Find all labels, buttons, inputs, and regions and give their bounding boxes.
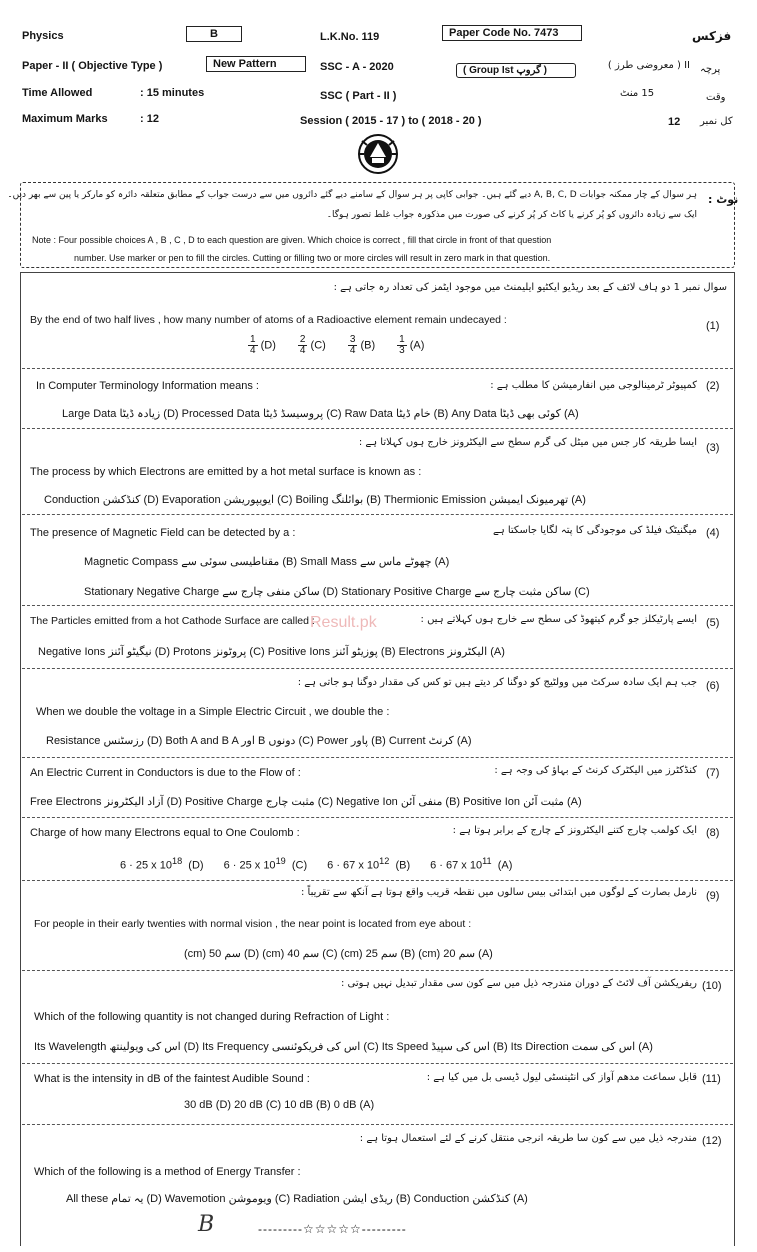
watermark: Result.pk xyxy=(310,614,377,631)
q6-urdu: جب ہم ایک سادہ سرکٹ میں وولٹیج کو دوگنا کر دیتے ہیں تو کس کی مقدار دوگنا ہو جاتی ہے : xyxy=(297,677,697,688)
q10-urdu: ریفریکشن آف لائٹ کے دوران مندرجہ ذیل میں سے کون سی مقدار تبدیل نہیں ہوتی : xyxy=(341,978,697,989)
note-urdu-line2: ایک سے زیادہ دائروں کو پُر کرنے یا کاٹ کر پُر کرنے کی صورت میں مذکورہ جواب غلط تصور ہوگا۔ xyxy=(326,210,697,220)
note-urdu-label: نوٹ : xyxy=(708,193,739,206)
q4-urdu: میگنیٹک فیلڈ کی موجودگی کا پتہ لگایا جاسکتا ہے xyxy=(492,525,697,536)
q9-urdu: نارمل بصارت کے لوگوں میں ابتدائی بیس سالوں میں نقطہ قریب واقع ہوتا ہے آنکھ سے تقریباً : xyxy=(300,887,697,898)
marks-urdu-value: 12 xyxy=(668,116,681,128)
q9-english: For people in their early twenties with normal vision , the near point is located from eye about : xyxy=(34,918,472,930)
q3-options[interactable]: Conduction کنڈکشن (D) Evaporation ایویپوریشن (C) Boiling بوائلنگ (B) Thermionic Emission تھرمیونک ایمیشن (A) xyxy=(44,494,586,506)
separator xyxy=(22,368,733,369)
paper-urdu-label: پرچہ xyxy=(700,64,721,75)
separator xyxy=(22,1124,733,1125)
q8-option-a[interactable]: 6 · 67 x $10^{11}$ (A) xyxy=(430,856,513,872)
q1-number: (1) xyxy=(706,320,720,332)
q7-english: An Electric Current in Conductors is due to the Flow of : xyxy=(30,767,301,779)
q2-english: In Computer Terminology Information means : xyxy=(36,380,259,392)
q1-option-d[interactable]: $\frac{1}{4}$ (D) xyxy=(250,334,276,356)
time-label: Time Allowed xyxy=(22,87,93,99)
q4-options-row2[interactable]: Stationary Negative Charge ساکن منفی چارج سے (D) Stationary Positive Charge ساکن مثبت چارج سے (C) xyxy=(84,586,590,598)
q3-english: The process by which Electrons are emitted by a hot metal surface is known as : xyxy=(30,466,422,478)
separator xyxy=(22,668,733,669)
note-english-line2: number. Use marker or pen to fill the circles. Cutting or filling two or more circles will result in zero mark in that question. xyxy=(74,253,551,263)
q4-english: The presence of Magnetic Field can be detected by a : xyxy=(30,527,296,539)
q7-options[interactable]: Free Electrons آزاد الیکٹرونز (D) Positive Charge مثبت چارج (C) Negative Ion منفی آئن (B) Positive Ion مثبت آئن (A) xyxy=(30,796,582,808)
new-pattern-box: New Pattern xyxy=(206,56,306,72)
q11-english: What is the intensity in dB of the faintest Audible Sound : xyxy=(34,1073,310,1085)
q2-options[interactable]: Large Data زیادہ ڈیٹا (D) Processed Data پروسیسڈ ڈیٹا (C) Raw Data خام ڈیٹا (B) Any Data کوئی بھی ڈیٹا (A) xyxy=(62,408,579,420)
signature-mark: B xyxy=(198,1212,215,1237)
separator xyxy=(22,757,733,758)
q8-options xyxy=(120,856,512,872)
q3-urdu: ایسا طریقہ کار جس میں میٹل کی گرم سطح سے الیکٹرونز خارج ہوں کہلاتا ہے : xyxy=(358,437,697,448)
separator xyxy=(22,605,733,606)
lk-number: L.K.No. 119 xyxy=(320,31,380,43)
paper-urdu: II ( معروضی طرز ) xyxy=(607,60,690,71)
q7-urdu: کنڈکٹرز میں الیکٹرک کرنٹ کے بہاؤ کی وجہ ہے : xyxy=(494,765,697,776)
q8-option-c[interactable]: 6 · 25 x $10^{19}$ (C) xyxy=(223,856,308,872)
marks-label: Maximum Marks xyxy=(22,113,108,125)
subject-urdu: فزکس xyxy=(692,29,732,43)
footer-stars: ---------☆☆☆☆☆--------- xyxy=(258,1222,407,1236)
q2-urdu: کمپیوٹر ٹرمینالوجی میں انفارمیشن کا مطلب ہے : xyxy=(490,380,697,391)
q4-options-row1[interactable]: Magnetic Compass مقناطیسی سوئی سے (B) Small Mass چھوٹے ماس سے (A) xyxy=(84,556,450,568)
q11-number: (11) xyxy=(702,1073,721,1085)
separator xyxy=(22,880,733,881)
subject-label: Physics xyxy=(22,30,64,42)
q12-urdu: مندرجہ ذیل میں سے کون سا طریقہ انرجی منتقل کرنے کے لئے استعمال ہوتا ہے : xyxy=(359,1133,697,1144)
separator xyxy=(22,428,733,429)
session: Session ( 2015 - 17 ) to ( 2018 - 20 ) xyxy=(300,115,482,127)
separator xyxy=(22,1063,733,1064)
paper-type: Paper - II ( Objective Type ) xyxy=(22,60,163,72)
q8-number: (8) xyxy=(706,827,720,839)
time-urdu-label: وقت xyxy=(706,92,726,103)
note-english-line1: Note : Four possible choices A , B , C , D to each question are given. Which choice is correct , fill that circle in front of that question xyxy=(32,235,552,245)
note-urdu-line1: ہر سوال کے چار ممکنہ جوابات A, B, C, D دیے گئے ہیں۔ جوابی کاپی پر ہر سوال کے سامنے دیے گئے دائروں میں سے درست جواب کے مطابق متعلقہ دائرہ کو مارکر یا پین سے بھر دیں۔ xyxy=(7,190,697,200)
separator xyxy=(22,970,733,971)
q11-urdu: قابل سماعت مدھم آواز کی انٹینسٹی لیول ڈیسی بل میں کیا ہے : xyxy=(426,1072,697,1083)
q10-options[interactable]: Its Wavelength اس کی ویولینتھ (D) Its Frequency اس کی فریکوئنسی (C) Its Speed اس کی سپیڈ (B) Its Direction اس کی سمت (A) xyxy=(34,1041,653,1053)
q9-options[interactable]: (cm) سم 50 (D) (cm) سم 40 (C) (cm) سم 25 (B) (cm) سم 20 (A) xyxy=(184,948,493,960)
q5-options[interactable]: Negative Ions نیگیٹو آئنز (D) Protons پروٹونز (C) Positive Ions پوزیٹو آئنز (B) Electrons الیکٹرونز (A) xyxy=(38,646,505,658)
board-logo xyxy=(356,133,400,175)
q5-urdu: ایسے پارٹیکلز جو گرم کیتھوڈ کی سطح سے خارج ہوں کہلاتے ہیں : xyxy=(420,614,697,625)
q5-number: (5) xyxy=(706,617,720,629)
q10-english: Which of the following quantity is not changed during Refraction of Light : xyxy=(34,1011,390,1023)
q7-number: (7) xyxy=(706,767,720,779)
q4-number: (4) xyxy=(706,527,720,539)
q1-english: By the end of two half lives , how many number of atoms of a Radioactive element remain undecayed : xyxy=(30,314,507,326)
q2-number: (2) xyxy=(706,380,720,392)
time-value: : 15 minutes xyxy=(140,87,205,99)
separator xyxy=(22,817,733,818)
q8-option-d[interactable]: 6 · 25 x $10^{18}$ (D) xyxy=(120,856,204,872)
q12-english: Which of the following is a method of Energy Transfer : xyxy=(34,1166,301,1178)
part-name: SSC ( Part - II ) xyxy=(320,90,397,102)
q6-number: (6) xyxy=(706,680,720,692)
marks-value: : 12 xyxy=(140,113,159,125)
q3-number: (3) xyxy=(706,442,720,454)
time-urdu-value: 15 منٹ xyxy=(620,88,655,99)
q6-options[interactable]: Resistance رزسٹنس (D) Both A and B A اور B دونوں (C) Power پاور (B) Current کرنٹ (A) xyxy=(46,735,472,747)
separator xyxy=(22,514,733,515)
q1-option-c[interactable]: $\frac{2}{4}$ (C) xyxy=(299,334,326,356)
q8-english: Charge of how many Electrons equal to One Coulomb : xyxy=(30,827,300,839)
group-box: ( Group Ist گروپ ) xyxy=(456,63,576,78)
q8-option-b[interactable]: 6 · 67 x $10^{12}$ (B) xyxy=(327,856,411,872)
q6-english: When we double the voltage in a Simple Electric Circuit , we double the : xyxy=(36,706,390,718)
exam-name: SSC - A - 2020 xyxy=(320,61,394,73)
q10-number: (10) xyxy=(702,980,722,992)
q1-option-b[interactable]: $\frac{3}{4}$ (B) xyxy=(349,334,376,356)
q1-options xyxy=(248,335,424,356)
q1-urdu: سوال نمبر 1 دو ہاف لائف کے بعد ریڈیو ایکٹیو ایلیمنٹ میں موجود ایٹمز کی تعداد رہ جاتی ہے : xyxy=(333,282,727,293)
q9-number: (9) xyxy=(706,890,720,902)
q5-english: The Particles emitted from a hot Cathode Surface are called : xyxy=(30,615,315,627)
q11-options[interactable]: 30 dB (D) 20 dB (C) 10 dB (B) 0 dB (A) xyxy=(184,1099,375,1111)
version-box: B xyxy=(186,26,242,42)
paper-code-box: Paper Code No. 7473 xyxy=(442,25,582,41)
q8-urdu: ایک کولمب چارج کتنے الیکٹرونز کے چارج کے برابر ہوتا ہے : xyxy=(452,825,697,836)
q12-number: (12) xyxy=(702,1135,722,1147)
q12-options[interactable]: All these یہ تمام (D) Wavemotion ویوموشن (C) Radiation ریڈی ایشن (B) Conduction کنڈکشن (A) xyxy=(66,1193,528,1205)
q1-option-a[interactable]: $\frac{1}{3}$ (A) xyxy=(399,334,425,356)
marks-urdu-label: کل نمبر xyxy=(700,116,733,127)
